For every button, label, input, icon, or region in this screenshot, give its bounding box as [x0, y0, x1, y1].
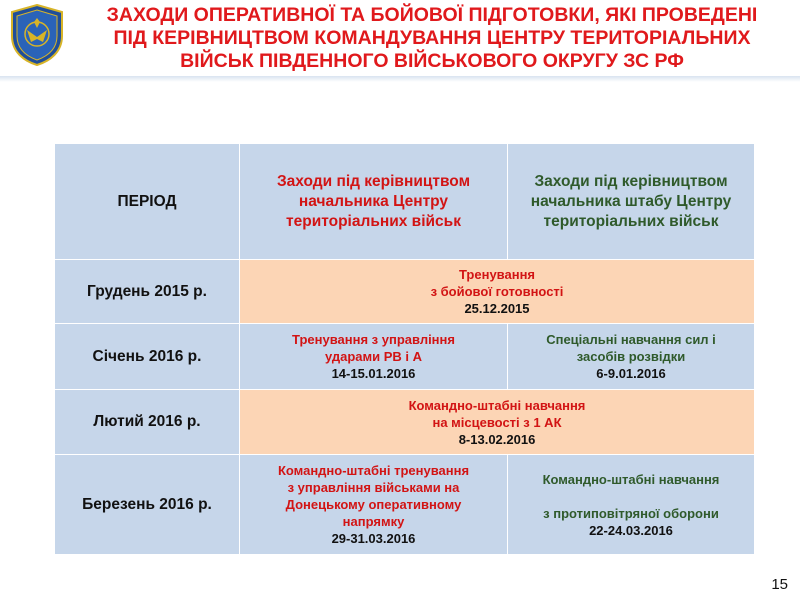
row-period: Грудень 2015 р.: [55, 260, 240, 324]
activity-line: напрямку: [342, 514, 405, 529]
line-spacer: [514, 488, 748, 505]
header-period: ПЕРІОД: [55, 144, 240, 260]
page-title: [70, 4, 794, 73]
activity-line: на місцевості з 1 АК: [432, 414, 562, 430]
title-line: ПІД КЕРІВНИЦТВОМ КОМАНДУВАННЯ ЦЕНТРУ ТЕРИТОРІАЛЬНИХ: [113, 27, 751, 49]
header-staff-chief: Заходи під керівництвом начальника штабу Центру територіальних військ: [508, 144, 755, 260]
staff-activity-cell: [508, 324, 755, 390]
center-activity-cell: [240, 455, 508, 555]
header-center-chief: Заходи під керівництвом начальника Центру територіальних військ: [240, 144, 508, 260]
page-number: 15: [771, 576, 788, 593]
table-row: [55, 260, 755, 324]
row-period: Березень 2016 р.: [55, 455, 240, 555]
activity-line: з управління військами на: [287, 480, 460, 495]
activity-date: 6-9.01.2016: [596, 366, 666, 381]
activity-line: Тренування: [458, 267, 536, 282]
activity-line: Донецькому оперативному: [285, 497, 462, 512]
table-row: [55, 390, 755, 455]
activity-line: ударами РВ і А: [324, 349, 423, 364]
title-line: ВІЙСЬК ПІВДЕННОГО ВІЙСЬКОВОГО ОКРУГУ ЗС РФ: [180, 50, 684, 72]
merged-activity-cell: [240, 390, 755, 455]
header-divider: [0, 76, 800, 82]
table-row: [55, 324, 755, 390]
activity-date: 25.12.2015: [464, 301, 530, 316]
activity-line: Тренування з управління: [292, 332, 455, 347]
table-row: [55, 455, 755, 555]
activity-line: Командно-штабні тренування: [277, 463, 470, 478]
merged-activity-cell: [240, 260, 755, 324]
activity-date: 8-13.02.2016: [458, 431, 536, 447]
activity-line: Командно-штабні навчання: [542, 471, 720, 487]
activity-date: 29-31.03.2016: [331, 531, 416, 546]
activity-line: засобів розвідки: [576, 349, 686, 364]
activity-line: Спеціальні навчання сил і: [546, 332, 716, 347]
activity-line: з протиповітряної оборони: [543, 505, 719, 521]
row-period: Лютий 2016 р.: [55, 390, 240, 455]
center-activity-cell: [240, 324, 508, 390]
schedule-table: [54, 143, 755, 555]
activity-date: 14-15.01.2016: [331, 366, 416, 381]
staff-activity-cell: [508, 455, 755, 555]
intelligence-emblem-icon: [10, 4, 64, 66]
activity-date: 22-24.03.2016: [589, 522, 673, 538]
table-header-row: [55, 144, 755, 260]
activity-line: з бойової готовності: [430, 284, 564, 299]
activity-line: Командно-штабні навчання: [408, 397, 586, 413]
row-period: Січень 2016 р.: [55, 324, 240, 390]
title-line: ЗАХОДИ ОПЕРАТИВНОЇ ТА БОЙОВОЇ ПІДГОТОВКИ, ЯКІ ПРОВЕДЕНІ: [106, 4, 758, 26]
